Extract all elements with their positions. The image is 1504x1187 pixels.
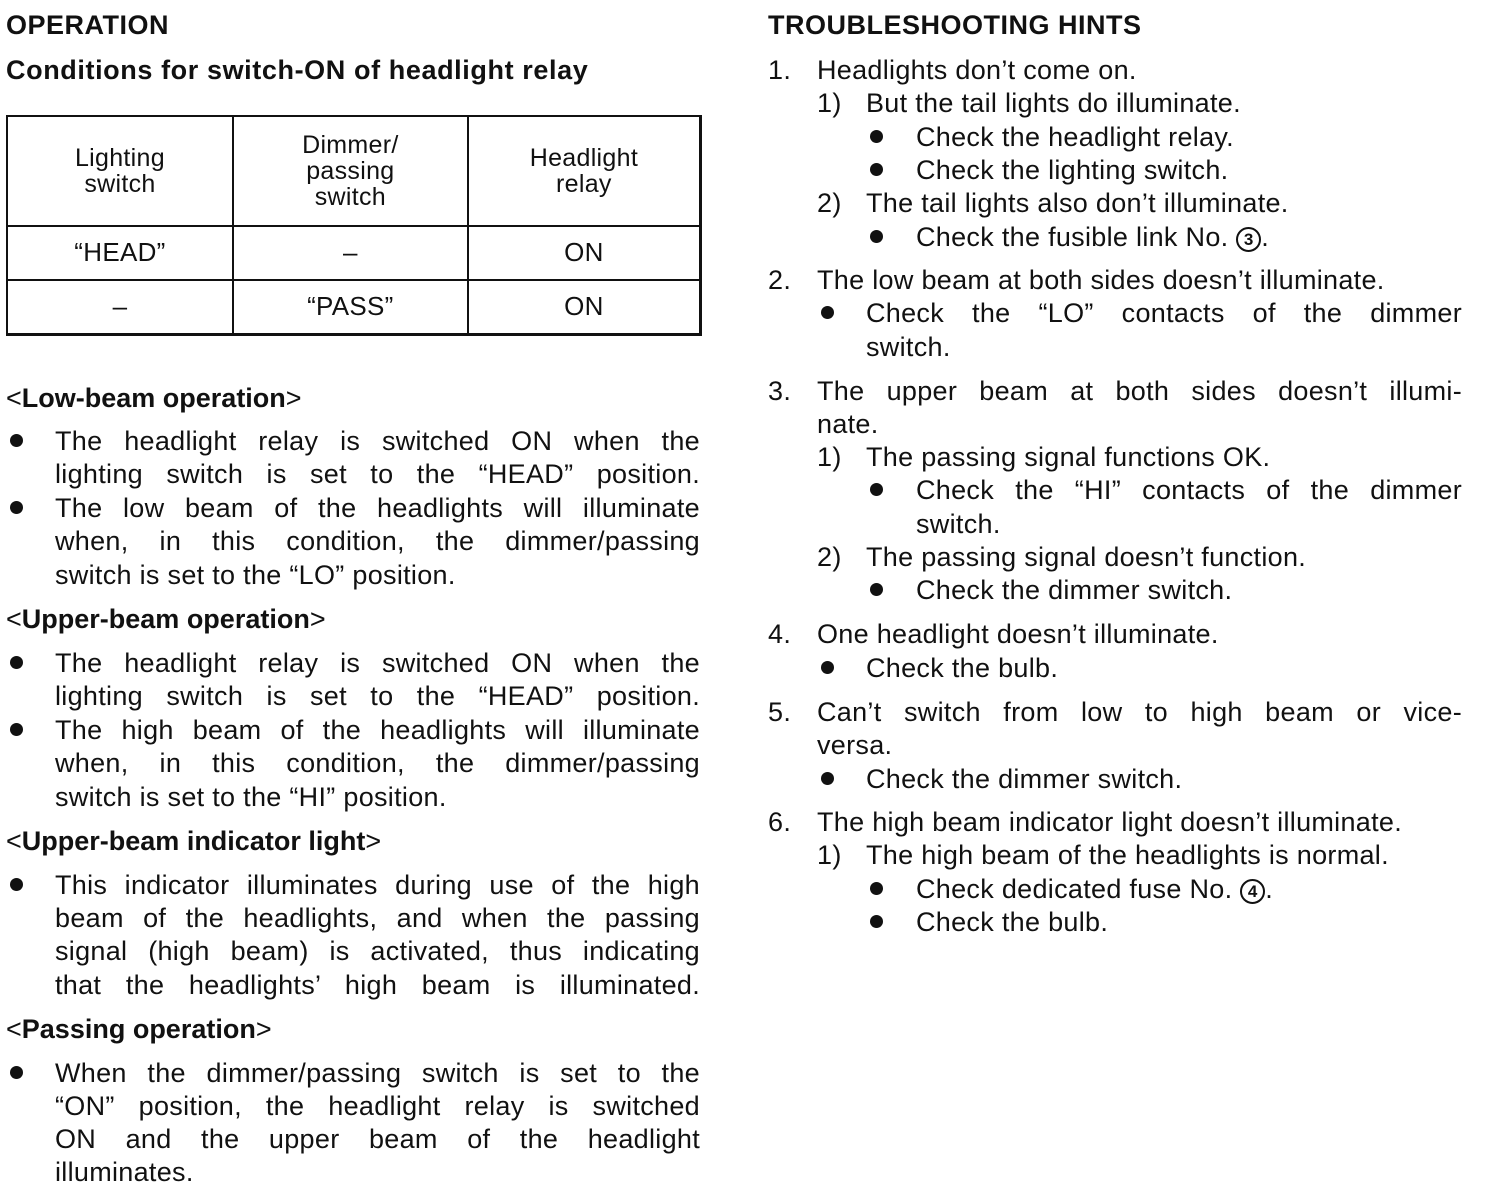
item-number: 5. bbox=[768, 697, 792, 727]
text-line: Check the dimmer switch. bbox=[916, 575, 1233, 605]
table-cell: “HEAD” bbox=[7, 226, 233, 280]
relay-conditions-table bbox=[6, 115, 702, 336]
header-headlight-relay: Headlight relay bbox=[468, 116, 701, 226]
text-line: This indicator illuminates during use of the high bbox=[55, 870, 700, 900]
circled-number-4: 4 bbox=[1240, 879, 1265, 904]
item-number: 1) bbox=[817, 88, 842, 118]
text-line: The high beam of the headlights is normal. bbox=[866, 840, 1389, 870]
item-number: 3. bbox=[768, 376, 792, 406]
text-line: illuminates. bbox=[55, 1157, 194, 1187]
text-line: signal (high beam) is activated, thus indicating bbox=[55, 936, 700, 966]
text-line: When the dimmer/passing switch is set to the bbox=[55, 1058, 700, 1088]
item-number: 2. bbox=[768, 265, 792, 295]
table-row bbox=[7, 226, 701, 280]
bullet-icon bbox=[870, 882, 883, 895]
text-line: Check dedicated fuse No. 4 . bbox=[916, 874, 1274, 904]
table-cell: – bbox=[7, 280, 233, 335]
item-number: 1. bbox=[768, 55, 792, 85]
text-line: switch. bbox=[916, 509, 1001, 539]
table-row bbox=[7, 280, 701, 335]
text-line: lighting switch is set to the “HEAD” position. bbox=[55, 459, 700, 489]
table-cell: “PASS” bbox=[233, 280, 468, 335]
section-title-passing: <Passing operation> bbox=[6, 1014, 272, 1044]
text-line: beam of the headlights, and when the passing bbox=[55, 903, 700, 933]
bullet-icon bbox=[10, 501, 23, 514]
text-line: The high beam of the headlights will illuminate bbox=[55, 715, 700, 745]
text-line: The low beam at both sides doesn’t illuminate. bbox=[817, 265, 1385, 295]
circled-number-3: 3 bbox=[1236, 227, 1261, 252]
text-line: Check the dimmer switch. bbox=[866, 764, 1183, 794]
section-title-upper-beam: <Upper-beam operation> bbox=[6, 604, 326, 634]
bullet-icon bbox=[870, 163, 883, 176]
text-line: The headlight relay is switched ON when the bbox=[55, 426, 700, 456]
text-line: that the headlights’ high beam is illuminated. bbox=[55, 970, 700, 1000]
item-number: 1) bbox=[817, 442, 842, 472]
text-line: Check the “LO” contacts of the dimmer bbox=[866, 298, 1462, 328]
item-number: 1) bbox=[817, 840, 842, 870]
item-number: 6. bbox=[768, 807, 792, 837]
text-line: when, in this condition, the dimmer/passing bbox=[55, 526, 700, 556]
text-line: Can’t switch from low to high beam or vice- bbox=[817, 697, 1462, 727]
text-line: switch. bbox=[866, 332, 951, 362]
bullet-icon bbox=[10, 656, 23, 669]
text-line: “ON” position, the headlight relay is switched bbox=[55, 1091, 700, 1121]
bullet-icon bbox=[10, 1066, 23, 1079]
bullet-icon bbox=[870, 915, 883, 928]
text-line: The passing signal doesn’t function. bbox=[866, 542, 1307, 572]
text-line: The upper beam at both sides doesn’t illumi- bbox=[817, 376, 1462, 406]
text-line: But the tail lights do illuminate. bbox=[866, 88, 1241, 118]
text-line: The tail lights also don’t illuminate. bbox=[866, 188, 1289, 218]
text-line: nate. bbox=[817, 409, 879, 439]
bullet-icon bbox=[870, 230, 883, 243]
text-line: switch is set to the “HI” position. bbox=[55, 782, 447, 812]
text-line: The headlight relay is switched ON when the bbox=[55, 648, 700, 678]
section-title-low-beam: <Low-beam operation> bbox=[6, 383, 302, 413]
table-cell: ON bbox=[468, 280, 701, 335]
operation-subtitle: Conditions for switch-ON of headlight relay bbox=[6, 55, 589, 85]
table-cell: – bbox=[233, 226, 468, 280]
header-lighting-switch: Lighting switch bbox=[7, 116, 233, 226]
bullet-icon bbox=[821, 306, 834, 319]
troubleshooting-title: TROUBLESHOOTING HINTS bbox=[768, 10, 1142, 40]
text-line: ON and the upper beam of the headlight bbox=[55, 1124, 700, 1154]
text-line: when, in this condition, the dimmer/passing bbox=[55, 748, 700, 778]
bullet-icon bbox=[821, 661, 834, 674]
text-line: Check the bulb. bbox=[916, 907, 1109, 937]
text-line: Check the “HI” contacts of the dimmer bbox=[916, 475, 1462, 505]
text-line: Check the headlight relay. bbox=[916, 122, 1234, 152]
text-line: The passing signal functions OK. bbox=[866, 442, 1271, 472]
operation-title: OPERATION bbox=[6, 10, 170, 40]
table-header-row bbox=[7, 116, 701, 226]
text-line: lighting switch is set to the “HEAD” position. bbox=[55, 681, 700, 711]
item-number: 2) bbox=[817, 542, 842, 572]
bullet-icon bbox=[10, 878, 23, 891]
bullet-icon bbox=[10, 723, 23, 736]
text-line: versa. bbox=[817, 730, 893, 760]
bullet-icon bbox=[870, 130, 883, 143]
bullet-icon bbox=[821, 772, 834, 785]
text-line: Check the bulb. bbox=[866, 653, 1059, 683]
item-number: 2) bbox=[817, 188, 842, 218]
section-title-indicator-light: <Upper-beam indicator light> bbox=[6, 826, 382, 856]
bullet-icon bbox=[870, 483, 883, 496]
bullet-icon bbox=[10, 434, 23, 447]
header-dimmer-passing-switch: Dimmer/ passing switch bbox=[233, 116, 468, 226]
text-line: Headlights don’t come on. bbox=[817, 55, 1137, 85]
text-line: Check the fusible link No. 3 . bbox=[916, 222, 1270, 252]
text-line: The high beam indicator light doesn’t illuminate. bbox=[817, 807, 1403, 837]
text-line: switch is set to the “LO” position. bbox=[55, 560, 456, 590]
text-line: Check the lighting switch. bbox=[916, 155, 1229, 185]
bullet-icon bbox=[870, 583, 883, 596]
item-number: 4. bbox=[768, 619, 792, 649]
text-line: One headlight doesn’t illuminate. bbox=[817, 619, 1219, 649]
table-cell: ON bbox=[468, 226, 701, 280]
text-line: The low beam of the headlights will illuminate bbox=[55, 493, 700, 523]
